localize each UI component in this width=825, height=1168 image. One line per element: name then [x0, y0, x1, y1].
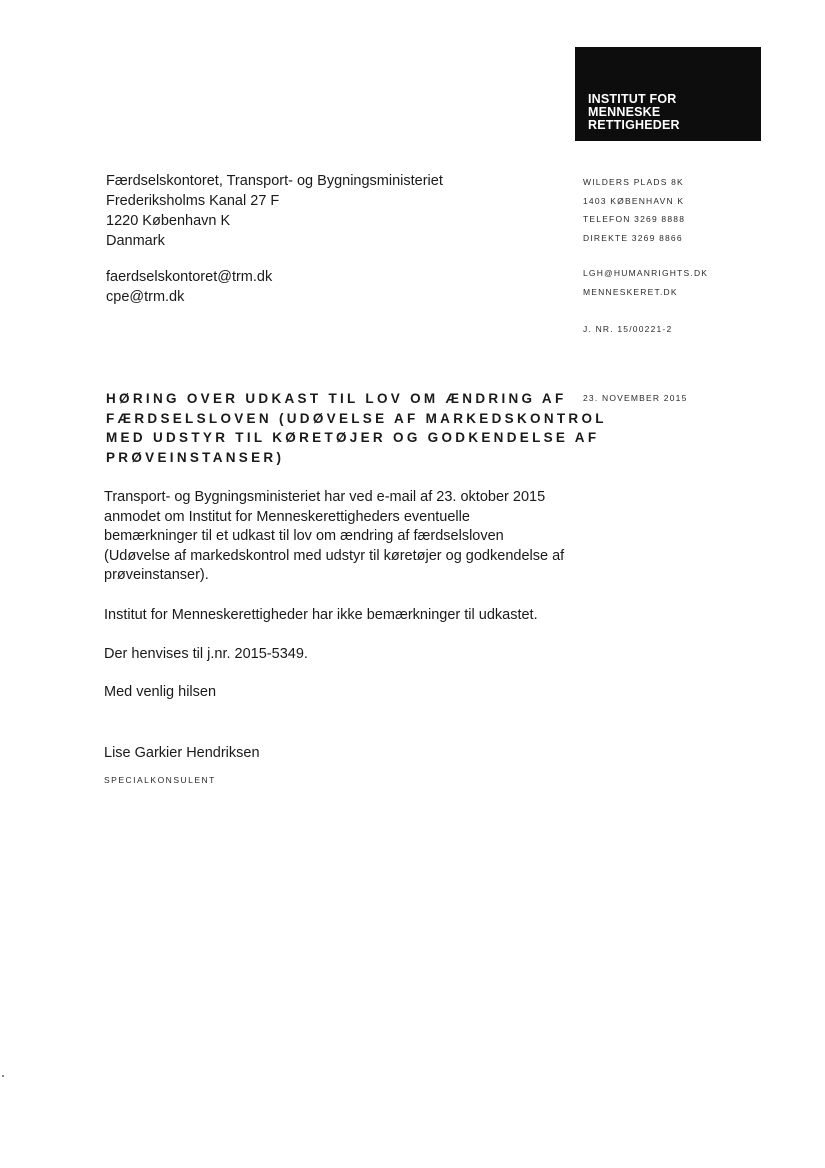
- subject-heading: [106, 389, 607, 467]
- recipient-emails: [106, 267, 272, 307]
- sender-email: LGH@HUMANRIGHTS.DK: [583, 268, 709, 278]
- logo-line-1: INSTITUT FOR: [588, 92, 677, 106]
- recipient-street: Frederiksholms Kanal 27 F: [106, 193, 280, 209]
- journal-number: J. NR. 15/00221-2: [583, 324, 673, 334]
- letter-date: 23. NOVEMBER 2015: [583, 393, 688, 403]
- sender-phone: TELEFON 3269 8888: [583, 214, 686, 224]
- recipient-email-2: cpe@trm.dk: [106, 289, 185, 305]
- subject-line-3: MED UDSTYR TIL KØRETØJER OG GODKENDELSE AF: [106, 430, 600, 445]
- paragraph-1-line-5: prøveinstanser).: [104, 567, 209, 583]
- signature-name: [104, 744, 260, 764]
- signature-title: SPECIALKONSULENT: [104, 775, 216, 785]
- closing-text: Med venlig hilsen: [104, 684, 217, 700]
- body-paragraph-2: [104, 606, 538, 626]
- sender-website: MENNESKERET.DK: [583, 287, 678, 297]
- paragraph-2-text: Institut for Menneskerettigheder har ikke bemærkninger til udkastet.: [104, 607, 538, 623]
- subject-line-1: HØRING OVER UDKAST TIL LOV OM ÆNDRING AF: [106, 391, 567, 406]
- recipient-address: [106, 171, 443, 251]
- recipient-country: Danmark: [106, 233, 165, 249]
- paragraph-1-line-4: (Udøvelse af markedskontrol med udstyr til køretøjer og godkendelse af: [104, 547, 565, 564]
- paragraph-3-text: Der henvises til j.nr. 2015-5349.: [104, 646, 308, 662]
- paragraph-1-line-3: bemærkninger til et udkast til lov om ændring af færdselsloven: [104, 528, 504, 544]
- subject-line-4: PRØVEINSTANSER): [106, 449, 285, 465]
- paragraph-1-line-2: anmodet om Institut for Menneskerettigheders eventuelle: [104, 508, 470, 525]
- institute-logo: [575, 47, 761, 141]
- signature-name-text: Lise Garkier Hendriksen: [104, 745, 260, 761]
- body-paragraph-1: [104, 488, 564, 586]
- paragraph-1-line-1: Transport- og Bygningsministeriet har ved e-mail af 23. oktober 2015: [104, 489, 546, 505]
- scan-artifact: [2, 1075, 4, 1077]
- closing-greeting: [104, 683, 216, 703]
- sender-city: 1403 KØBENHAVN K: [583, 196, 685, 206]
- sender-street: WILDERS PLADS 8K: [583, 177, 684, 187]
- recipient-email-1: faerdselskontoret@trm.dk: [106, 269, 273, 285]
- logo-line-3: RETTIGHEDER: [588, 117, 680, 132]
- logo-line-2: MENNESKE: [588, 104, 661, 119]
- body-paragraph-3: [104, 645, 308, 665]
- subject-line-2: FÆRDSELSLOVEN (UDØVELSE AF MARKEDSKONTROL: [106, 410, 607, 426]
- sender-direct-phone: DIREKTE 3269 8866: [583, 233, 683, 243]
- recipient-city: 1220 København K: [106, 213, 231, 229]
- recipient-name: Færdselskontoret, Transport- og Bygningsministeriet: [106, 173, 443, 189]
